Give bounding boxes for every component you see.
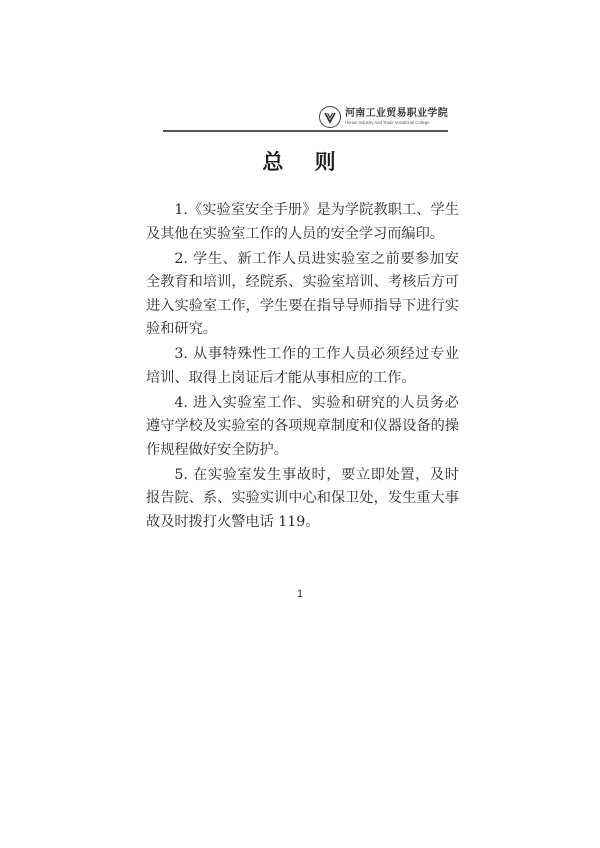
page-header bbox=[163, 104, 448, 132]
header-divider bbox=[163, 130, 448, 132]
paragraph-3: 3. 从事特殊性工作的工作人员必须经过专业培训、取得上岗证后才能从事相应的工作。 bbox=[146, 346, 459, 386]
paragraph-1: 1.《实验室安全手册》是为学院教职工、学生及其他在实验室工作的人员的安全学习而编印。 bbox=[146, 202, 459, 242]
college-emblem-icon bbox=[319, 106, 341, 128]
body-text bbox=[146, 199, 459, 536]
paragraph-2: 2. 学生、新工作人员进实验室之前要参加安全教育和培训，经院系、实验室培训、考核后方可进入实验室工作，学生要在指导导师指导下进行实验和研究。 bbox=[146, 250, 459, 337]
page-number: 1 bbox=[296, 588, 304, 600]
institution-name-cn: 河南工业贸易职业学院 bbox=[345, 107, 448, 119]
paragraph-4: 4. 进入实验室工作、实验和研究的人员务必遵守学校及实验室的各项规章制度和仪器设备的操作规程做好安全防护。 bbox=[146, 394, 459, 458]
college-logo bbox=[319, 106, 448, 128]
paragraph-5: 5. 在实验室发生事故时，要立即处置，及时报告院、系、实验实训中心和保卫处，发生重大事故及时拨打火警电话 119。 bbox=[146, 466, 459, 530]
institution-name-en: Henan Industry And Trade Vocational College bbox=[345, 119, 430, 125]
page-title: 总 则 bbox=[262, 149, 348, 174]
